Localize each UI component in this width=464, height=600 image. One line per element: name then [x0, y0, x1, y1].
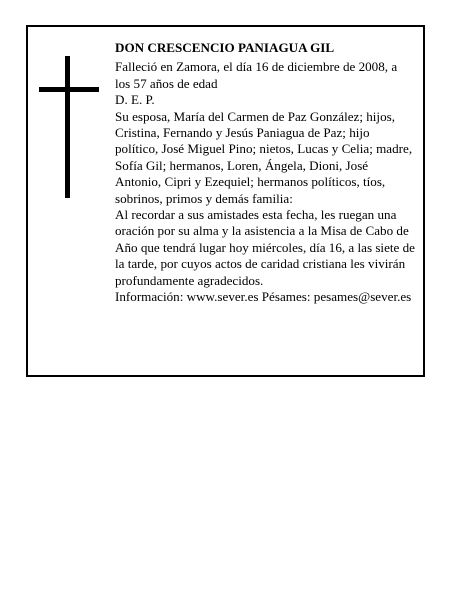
family-list: Su esposa, María del Carmen de Paz González; hijos, Cristina, Fernando y Jesús Paniagua de Paz; hijo político, José Miguel Pino; nietos, Lucas y Celia; madre, Sofía Gil; hermanos, Loren, Ángela, Dioni, José Antonio, Cipri y Ezequiel; hermanos políticos, tíos, sobrinos, primos y demás familia: [115, 108, 413, 206]
cross-icon [39, 56, 99, 198]
cross-horizontal-bar [39, 87, 99, 92]
deceased-name: DON CRESCENCIO PANIAGUA GIL [115, 40, 335, 55]
notice-text [115, 40, 415, 306]
dep-line: D. E. P. [115, 92, 155, 108]
cross-vertical-bar [65, 56, 70, 198]
mass-request: Al recordar a sus amistades esta fecha, les ruegan una oración por su alma y la asistencia a la Misa de Cabo de Año que tendrá lugar hoy miércoles, día 16, a las siete de la tarde, por cuyos actos de caridad cristiana les vivirán profundamente agradecidos. [115, 207, 415, 288]
obituary-notice [26, 25, 425, 377]
contact-info: Información: www.sever.es Pésames: pesames@sever.es [115, 289, 412, 305]
death-statement: Falleció en Zamora, el día 16 de diciembre de 2008, a los 57 años de edad [115, 59, 398, 91]
